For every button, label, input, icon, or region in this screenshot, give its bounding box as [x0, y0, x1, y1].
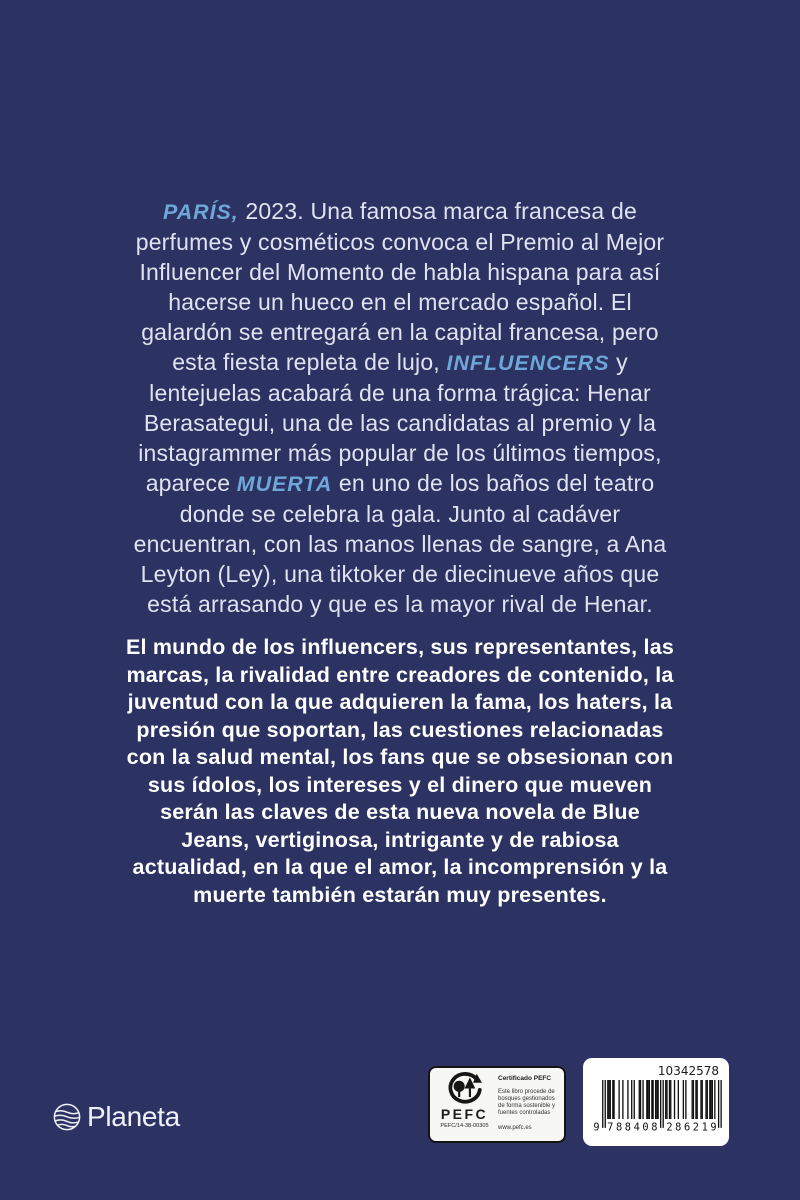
svg-text:0: 0	[642, 1121, 649, 1132]
publisher-logo	[52, 1102, 180, 1132]
svg-text:2: 2	[692, 1121, 700, 1132]
pefc-label	[428, 1066, 566, 1143]
pefc-logo-text: PEFC	[440, 1106, 489, 1122]
svg-text:8: 8	[624, 1121, 632, 1132]
synopsis-text-segment: en uno de los baños del teatro donde se celebra la gala. Junto al cadáver encuentran, con las manos llenas de sangre, a Ana Leyton (Ley), una tiktoker de diecinueve años que está arrasando y que es la mayor rival de Henar.	[133, 470, 667, 617]
planeta-globe-icon	[52, 1102, 82, 1132]
synopsis-text-segment: y lentejuelas acabará de una forma trágica: Henar Berasategui, una de las candidatas al premio y la instagrammer más popular de los últimos tiempos, aparece	[138, 349, 662, 496]
pefc-license-number: PEFC/14-38-00305	[440, 1123, 489, 1129]
accent-word-influencers: INFLUENCERS	[446, 351, 610, 375]
publisher-name: Planeta	[87, 1101, 180, 1132]
svg-text:9: 9	[593, 1121, 600, 1132]
svg-text:7: 7	[607, 1121, 614, 1132]
barcode-label	[583, 1058, 729, 1146]
pefc-description: Este libro procede de bosques gestionados de forma sostenible y fuentes controladas	[498, 1089, 556, 1116]
svg-text:8: 8	[651, 1121, 658, 1132]
pefc-certificate-title: Certificado PEFC	[498, 1075, 552, 1082]
synopsis-paragraph	[126, 196, 674, 619]
accent-word-muerta: MUERTA	[236, 472, 333, 496]
synopsis-text-segment: 2023. Una famosa marca francesa de perfumes y cosméticos convoca el Premio al Mejor Influencer del Momento de habla hispana para así hacerse un hueco en el mercado español. El galardón se entregará en la capital francesa, pero esta fiesta repleta de lujo,	[135, 198, 665, 375]
barcode-top-number: 10342578	[657, 1064, 719, 1078]
accent-word-paris: PARÍS,	[163, 200, 239, 224]
svg-text:4: 4	[633, 1121, 640, 1132]
blurb-paragraph: El mundo de los influencers, sus representantes, las marcas, la rivalidad entre creadores de contenido, la juventud con la que adquieren la fama, los haters, la presión que soportan, las cuestiones relacionadas con la salud mental, los fans que se obsesionan con sus ídolos, los intereses y el dinero que mueven serán las claves de esta nueva novela de Blue Jeans, vertiginosa, intrigante y de rabiosa actualidad, en la que el amor, la incomprensión y la muerte también estarán muy presentes.	[125, 635, 675, 907]
svg-text:9: 9	[710, 1121, 717, 1132]
pefc-trees-icon	[446, 1072, 484, 1106]
svg-text:8: 8	[615, 1121, 623, 1132]
pefc-website: www.pefc.es	[498, 1125, 532, 1131]
svg-text:6: 6	[683, 1121, 691, 1132]
svg-text:1: 1	[701, 1121, 708, 1132]
barcode-bars	[592, 1080, 723, 1132]
svg-text:8: 8	[675, 1121, 682, 1132]
svg-text:2: 2	[666, 1121, 673, 1132]
